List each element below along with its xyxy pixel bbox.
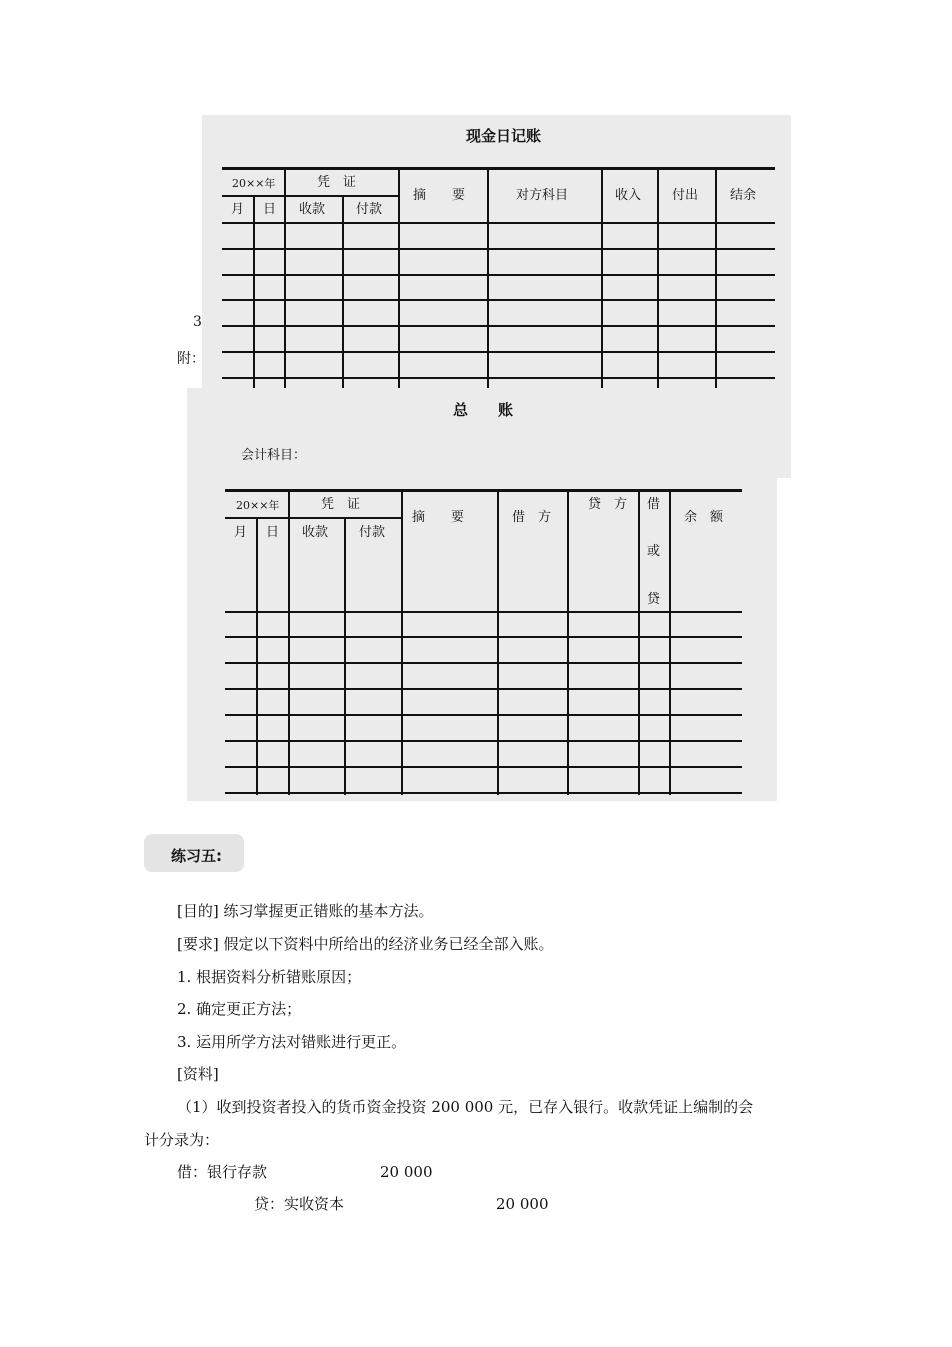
cash-payment-header: 付款 (356, 202, 383, 217)
cash-counter-account-header: 对方科目 (516, 188, 569, 203)
credit-entry: 贷：实收资本 (254, 1195, 345, 1213)
debit-entry: 借：银行存款 (177, 1163, 268, 1181)
requirement-item-1: 1. 根据资料分析错账原因； (177, 968, 362, 986)
cash-year-header: 20××年 (232, 177, 276, 190)
credit-amount: 20 000 (496, 1195, 549, 1213)
requirement-text: [要求] 假定以下资料中所给出的经济业务已经全部入账。 (177, 935, 554, 953)
material-label: [资料] (177, 1065, 219, 1083)
general-ledger-title: 总 账 (453, 401, 514, 419)
exercise-badge-label: 练习五: (171, 847, 222, 865)
cash-receipt-header: 收款 (299, 202, 326, 217)
cash-balance-header: 结余 (730, 188, 757, 203)
item1-line1: （1）收到投资者投入的货币资金投资 200 000 元，已存入银行。收款凭证上编制的会 (177, 1098, 754, 1116)
purpose-text: [目的] 练习掌握更正错账的基本方法。 (177, 902, 434, 920)
cash-month-header: 月 (231, 202, 245, 217)
cash-summary-header: 摘 要 (413, 188, 466, 203)
debit-amount: 20 000 (380, 1163, 433, 1181)
cash-expense-header: 付出 (672, 188, 699, 203)
item1-line2: 计分录为： (144, 1131, 220, 1149)
ledger-summary-header: 摘 要 (412, 510, 465, 525)
ledger-dc-header-3: 贷 (647, 592, 661, 607)
ledger-dc-header-2: 或 (647, 544, 661, 559)
margin-attach-label: 附： (177, 351, 205, 367)
cash-income-header: 收入 (615, 188, 642, 203)
requirement-item-2: 2. 确定更正方法； (177, 1000, 302, 1018)
ledger-balance-header: 余 额 (684, 510, 724, 525)
ledger-dc-header-1: 借 (647, 497, 661, 512)
cash-voucher-header: 凭 证 (317, 175, 357, 190)
subject-label: 会计科目： (241, 448, 307, 463)
ledger-payment-header: 付款 (359, 525, 386, 540)
ledger-day-header: 日 (266, 525, 280, 540)
cash-journal-panel (202, 115, 791, 390)
ledger-debit-header: 借 方 (512, 510, 552, 525)
ledger-year-header: 20××年 (236, 499, 280, 512)
exercise-badge (144, 834, 244, 872)
ledger-month-header: 月 (234, 525, 248, 540)
ledger-credit-header: 贷 方 (588, 497, 628, 512)
margin-number: 3 (193, 314, 202, 330)
requirement-item-3: 3. 运用所学方法对错账进行更正。 (177, 1033, 407, 1051)
cash-journal-title: 现金日记账 (466, 127, 542, 145)
ledger-receipt-header: 收款 (302, 525, 329, 540)
ledger-voucher-header: 凭 证 (321, 497, 361, 512)
cash-day-header: 日 (263, 202, 277, 217)
